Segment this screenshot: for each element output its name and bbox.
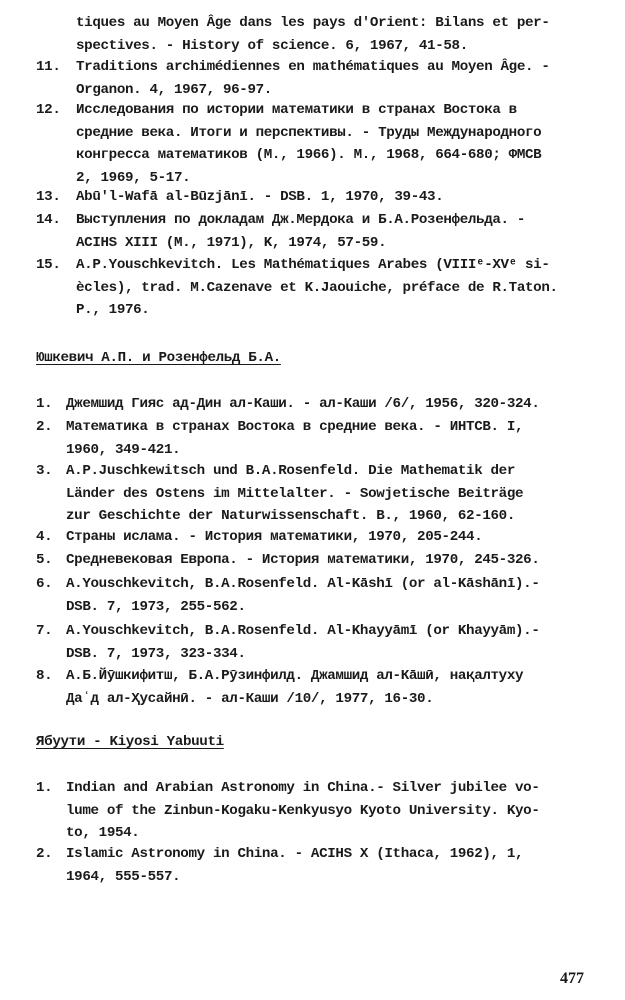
entry-line: Джемшид Гияс ад-Дин ал-Каши. - ал-Каши /6/, 1956, 320-324. xyxy=(66,396,540,412)
bibliography-entry xyxy=(36,460,616,528)
entry-number: 7. xyxy=(36,623,53,639)
entry-line: P., 1976. xyxy=(76,302,150,318)
bibliography-entry xyxy=(36,209,616,254)
entry-line: Даʿд ал-Ҳусайнӣ. - ал-Каши /10/, 1977, 16-30. xyxy=(66,690,434,707)
entry-line: средние века. Итоги и перспективы. - Труды Международного xyxy=(76,124,542,141)
entry-line: Страны ислама. - История математики, 1970, 205-244. xyxy=(66,529,483,545)
entry-number: 4. xyxy=(36,529,53,545)
entry-line: A.Youschkevitch, B.A.Rosenfeld. Al-Kāshī (or al-Kāshānī).- xyxy=(66,576,540,592)
entry-line: Islamic Astronomy in China. - ACIHS X (Ithaca, 1962), 1, xyxy=(66,846,524,862)
entry-line: ACIHS XIII (М., 1971), K, 1974, 57-59. xyxy=(76,234,387,251)
bibliography-entry xyxy=(36,393,616,416)
entry-line: Средневековая Европа. - История математики, 1970, 245-326. xyxy=(66,552,540,568)
entry-line: A.Youschkevitch, B.A.Rosenfeld. Al-Khayyāmī (or Khayyām).- xyxy=(66,623,540,639)
page-number: 477 xyxy=(560,970,584,987)
entry-number: 8. xyxy=(36,668,53,684)
bibliography-entry xyxy=(36,573,616,618)
entry-line: DSB. 7, 1973, 255-562. xyxy=(66,598,246,615)
entry-line: Исследования по истории математики в странах Востока в xyxy=(76,102,517,118)
entry-line: конгресса математиков (М., 1966). М., 1968, 664-680; ФМСВ xyxy=(76,147,542,163)
entry-line: Выступления по докладам Дж.Мердока и Б.А.Розенфельда. - xyxy=(76,212,526,228)
entry-line: Abū'l-Wafā al-Būzjānī. - DSB. 1, 1970, 39-43. xyxy=(76,189,444,205)
entry-number: 1. xyxy=(36,396,53,412)
entry-line: A.P.Youschkevitch. Les Mathématiques Arabes (VIIIᵉ-XVᵉ si- xyxy=(76,257,550,273)
entry-line: Organon. 4, 1967, 96-97. xyxy=(76,81,272,98)
bibliography-entry xyxy=(36,777,616,845)
entry-line: A.P.Juschkewitsch und B.A.Rosenfeld. Die Mathematik der xyxy=(66,463,516,479)
entry-number: 2. xyxy=(36,846,53,862)
entry-number: 3. xyxy=(36,463,53,479)
entry-line: 1960, 349-421. xyxy=(66,441,181,458)
entry-line: spectives. - History of science. 6, 1967, 41-58. xyxy=(76,37,468,54)
bibliography-entry xyxy=(36,99,616,189)
entry-number: 15. xyxy=(36,257,61,273)
entry-line: 1964, 555-557. xyxy=(66,868,181,885)
entry-number: 6. xyxy=(36,576,53,592)
continued-entry xyxy=(76,12,550,57)
bibliography-entry xyxy=(36,620,616,665)
bibliography-entry xyxy=(36,526,616,549)
bibliography-entry xyxy=(36,665,616,710)
entry-line: Математика в странах Востока в средние века. - ИНТСВ. I, xyxy=(66,419,524,435)
entry-line: Länder des Ostens im Mittelalter. - Sowjetische Beiträge xyxy=(66,485,524,502)
entry-number: 11. xyxy=(36,59,61,75)
entry-number: 1. xyxy=(36,780,53,796)
bibliography-entry xyxy=(36,843,616,888)
entry-line: lume of the Zinbun-Kogaku-Kenkyusyo Kyoto University. Kyo- xyxy=(66,802,540,819)
entry-line: to, 1954. xyxy=(66,825,140,841)
entry-line: DSB. 7, 1973, 323-334. xyxy=(66,645,246,662)
entry-line: zur Geschichte der Naturwissenschaft. B., 1960, 62-160. xyxy=(66,508,516,524)
entry-line: А.Б.Йӯшкифитш, Б.А.Рӯзинфилд. Джамшид ал-Кāшӣ, нақалтуху xyxy=(66,668,524,684)
section-heading: Юшкевич А.П. и Розенфельд Б.А. xyxy=(36,350,281,366)
entry-line: Traditions archimédiennes en mathématiques au Moyen Âge. - xyxy=(76,59,550,75)
entry-number: 2. xyxy=(36,419,53,435)
entry-number: 14. xyxy=(36,212,61,228)
bibliography-entry xyxy=(36,254,616,322)
section-heading: Ябуути - Kiyosi Yabuuti xyxy=(36,734,224,750)
bibliography-entry xyxy=(36,416,616,461)
entry-number: 12. xyxy=(36,102,61,118)
entry-line: tiques au Moyen Âge dans les pays d'Orient: Bilans et per- xyxy=(76,15,550,31)
entry-number: 13. xyxy=(36,189,61,205)
bibliography-entry xyxy=(36,56,616,101)
entry-line: Indian and Arabian Astronomy in China.- Silver jubilee vo- xyxy=(66,780,540,796)
entry-line: ècles), trad. M.Cazenave et K.Jaouiche, préface de R.Taton. xyxy=(76,279,558,296)
entry-line: 2, 1969, 5-17. xyxy=(76,169,191,186)
bibliography-entry xyxy=(36,549,616,572)
bibliography-entry xyxy=(36,186,616,209)
entry-number: 5. xyxy=(36,552,53,568)
